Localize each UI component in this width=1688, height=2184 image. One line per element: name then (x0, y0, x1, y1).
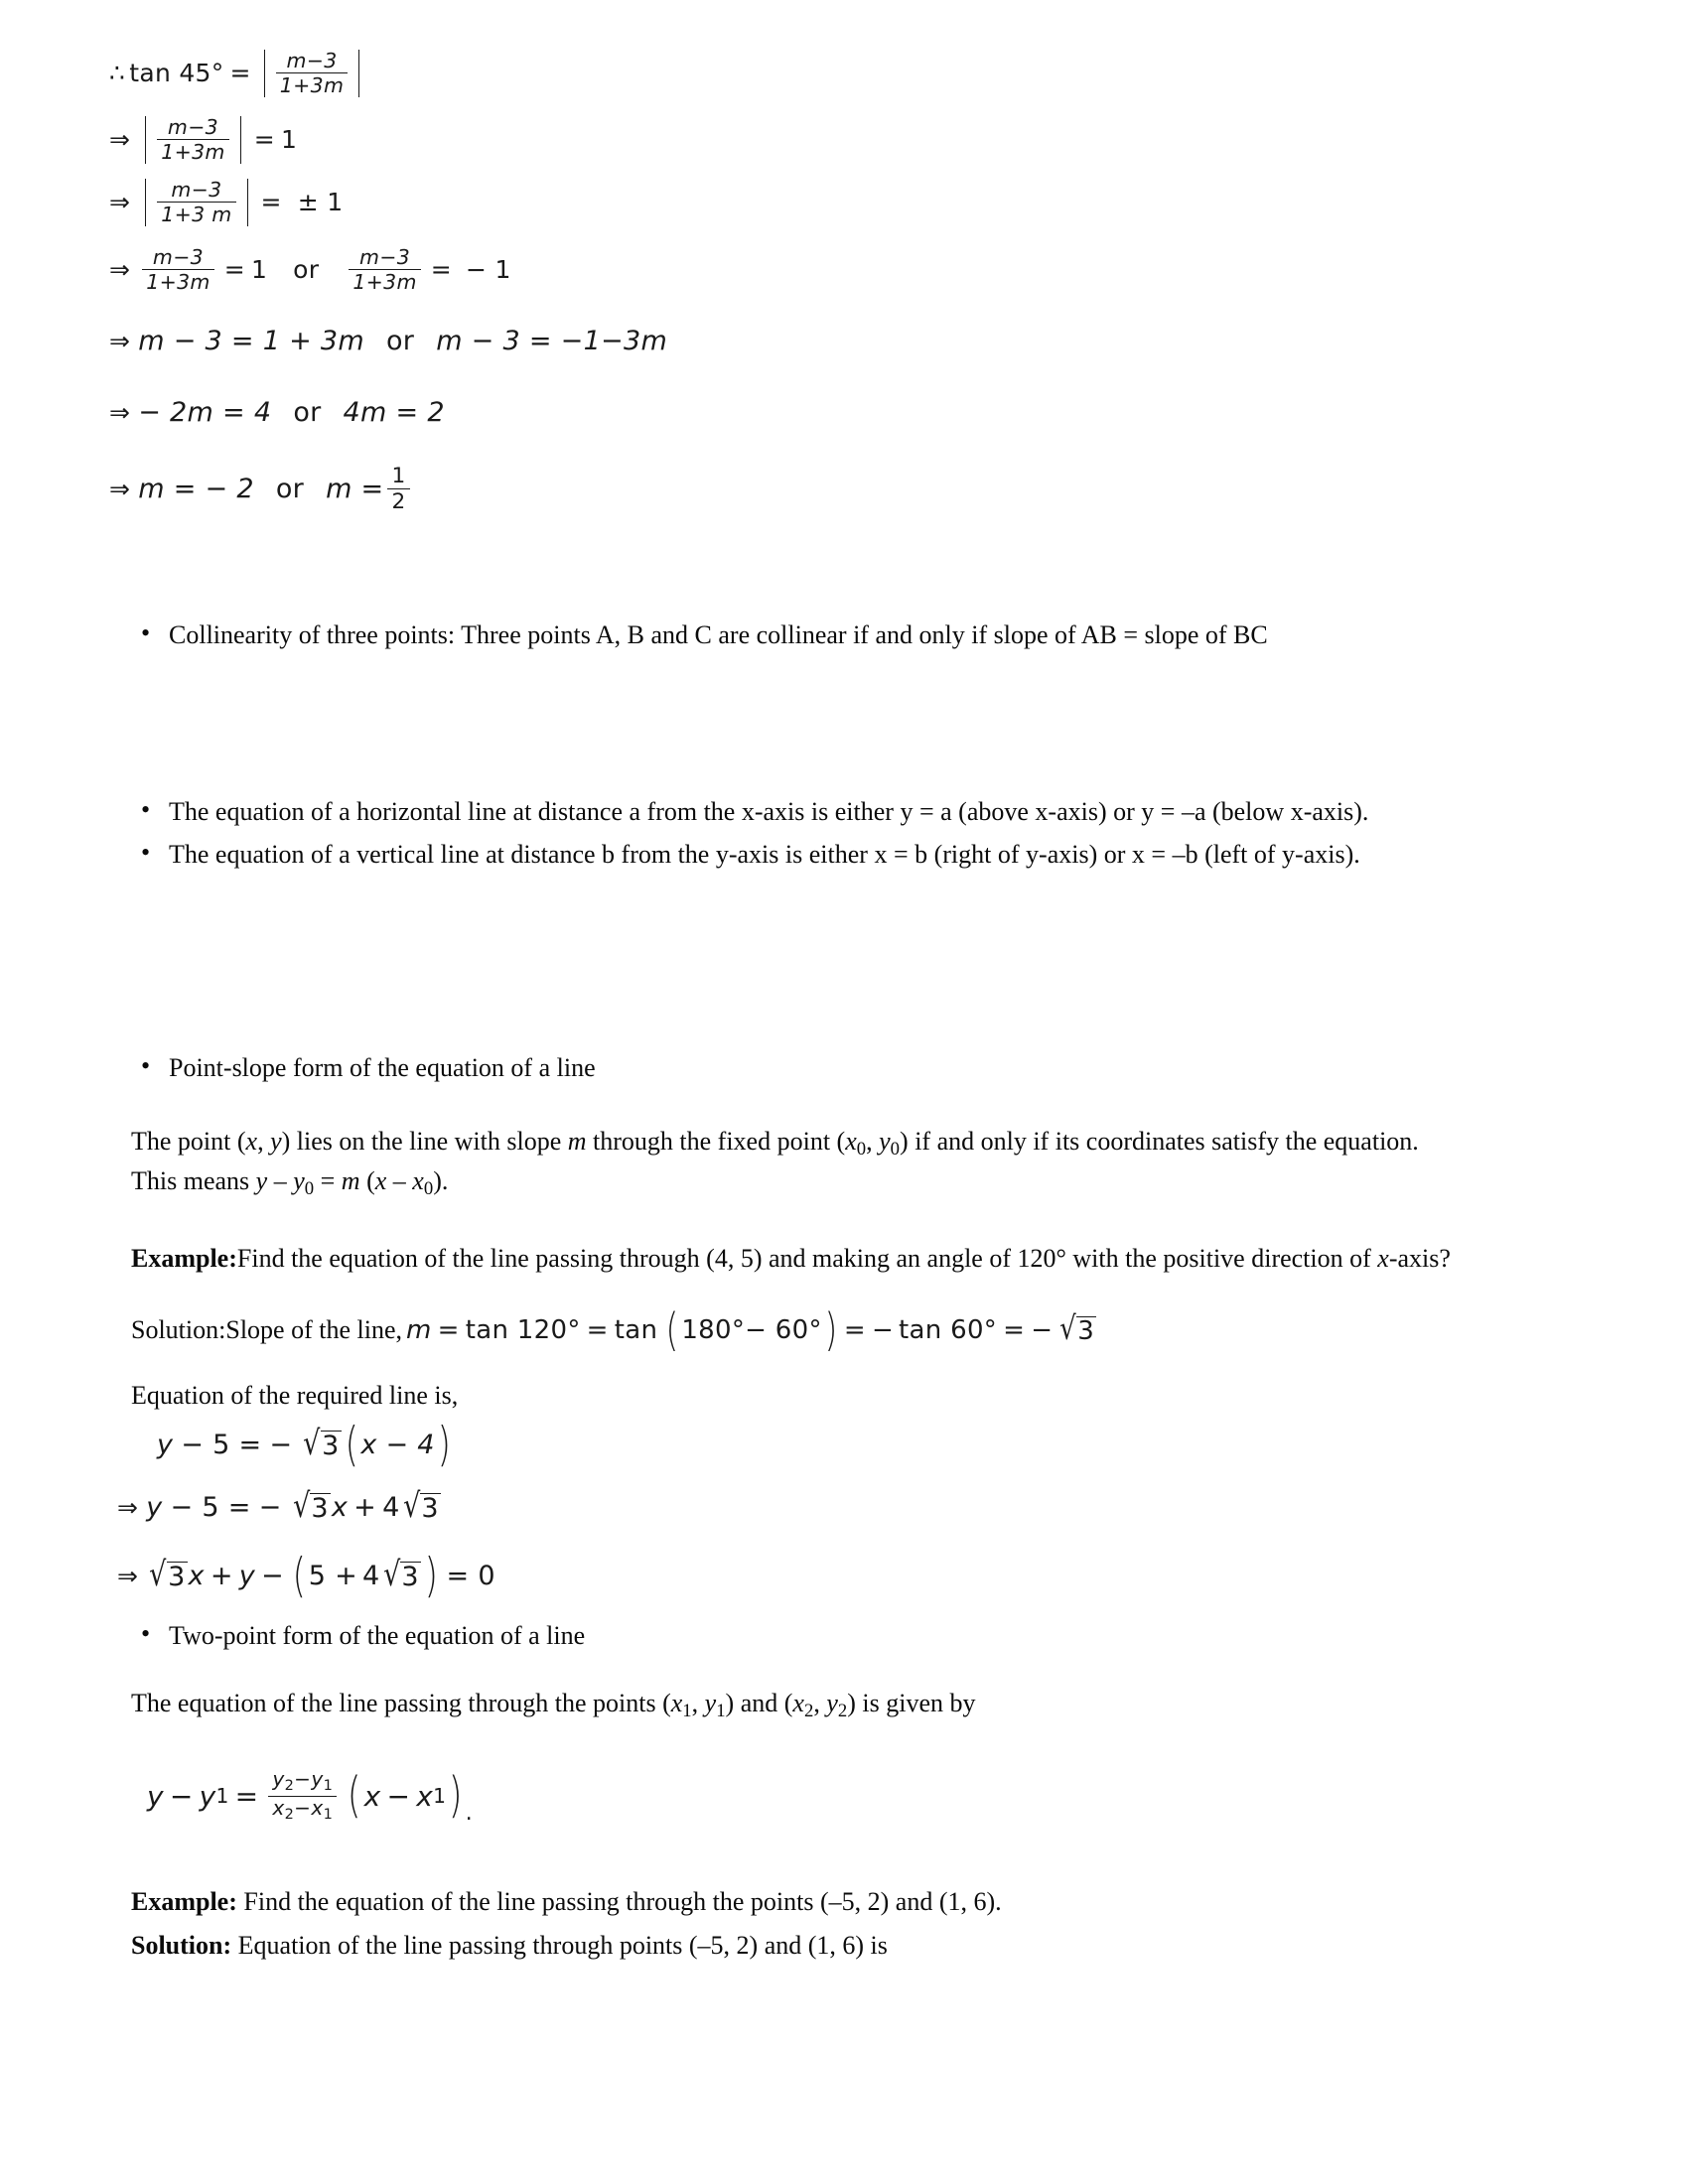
solution-1 (131, 1303, 1097, 1357)
therefore-symbol: ∴ (109, 59, 126, 88)
text-part: ) is given by (847, 1689, 976, 1717)
minus-sign: − (386, 1779, 411, 1813)
solution-2 (131, 1928, 1462, 1965)
var-m: m (406, 1315, 432, 1346)
subscript: 0 (856, 1139, 867, 1160)
minus-sign: − (871, 1315, 895, 1346)
equation-step-4 (109, 246, 511, 293)
solution-text: Slope of the line, (225, 1315, 402, 1344)
equation-lead-in (131, 1378, 458, 1415)
tan-label: tan (614, 1315, 658, 1346)
solution-label: Solution: (131, 1315, 226, 1344)
text-part: (left of (1197, 839, 1283, 869)
fraction-right (349, 246, 420, 293)
inner-expression: x − 4 (360, 1430, 435, 1461)
minus-sign: − (294, 1767, 312, 1791)
equation-step-3 (109, 179, 343, 226)
square-root (291, 1486, 331, 1525)
text-part: ) lies on the line with slope (281, 1127, 568, 1156)
var-b: b (914, 839, 928, 869)
fraction-numerator: m−3 (171, 178, 222, 203)
minus-sign: − (294, 1796, 312, 1821)
equation-step-6 (109, 399, 445, 426)
equals-sign: = (234, 1779, 259, 1813)
collinearity-title: Collinearity of three points: (169, 620, 456, 649)
solution-text: Equation of the line passing through points (–5, 2) and (1, 6) is (231, 1931, 888, 1960)
fraction (157, 179, 235, 226)
text-part: = (1154, 797, 1182, 826)
fraction-numerator: m−3 (359, 245, 411, 269)
subscript: 0 (890, 1139, 901, 1160)
abs-bar-right (247, 179, 248, 226)
fraction-numerator: m−3 (286, 49, 338, 73)
fraction-left (142, 246, 213, 293)
example-2 (131, 1884, 1462, 1921)
radicand: 3 (168, 1562, 186, 1593)
subscript: 1 (323, 1778, 334, 1795)
abs-bar-right (358, 50, 359, 97)
solution-label: Solution: (131, 1931, 232, 1960)
tan120: tan 120° (465, 1315, 581, 1346)
abs-bar-left (145, 179, 146, 226)
paren-close: ) (448, 1767, 463, 1825)
fraction-numerator (268, 1769, 337, 1796)
minus-sign: − (261, 1561, 284, 1592)
var-a: a (629, 797, 641, 826)
text-part: from the (615, 839, 716, 869)
equals-sign: = (1003, 1315, 1026, 1346)
equation-lead-text: Equation of the required line is, (131, 1381, 459, 1410)
text-part: = (887, 839, 915, 869)
example-text: Find the equation of the line passing through (4, 5) and making an angle of 120° with the positive direction of (236, 1244, 1378, 1273)
inner-expression: 180°− 60° (681, 1315, 822, 1346)
fraction (157, 116, 228, 164)
var-a: a (940, 797, 952, 826)
text-part: -axis is either (754, 797, 901, 826)
minus-sign: − (269, 1430, 293, 1461)
left-expression: m = − 2 (138, 474, 254, 505)
minus-sign: − (169, 1779, 194, 1813)
radical-symbol: √ (303, 1424, 321, 1463)
text-part: The equation of a vertical line at distance (169, 839, 603, 869)
inner-four: 4 (362, 1561, 380, 1592)
bullet-two-point-title (129, 1618, 1440, 1655)
fraction-numerator: m−3 (167, 115, 219, 140)
var-x: x (188, 1561, 205, 1592)
var-y1: y (704, 1689, 717, 1717)
square-root (301, 1424, 341, 1463)
var-x: x (374, 1165, 387, 1195)
var-x: x (741, 797, 755, 826)
text-part: The point ( (131, 1127, 246, 1156)
bullet-list-axis-lines (129, 794, 1450, 874)
paren-open: ( (292, 1549, 307, 1603)
subscript: 1 (682, 1701, 692, 1722)
absolute-value-group (138, 116, 247, 164)
var-neg-b: –b (1172, 839, 1198, 869)
var-y: y (157, 1430, 174, 1461)
var-y: y (293, 1165, 305, 1195)
right-expression: 4m = 2 (343, 397, 445, 428)
var-neg-a: –a (1181, 797, 1206, 826)
slope-fraction (268, 1769, 337, 1824)
var-x: x (1035, 797, 1049, 826)
right-rhs: − 1 (466, 255, 511, 285)
example-1 (131, 1241, 1462, 1278)
left-expression: m − 3 = 1 + 3m (138, 326, 364, 356)
equals-sign: = (586, 1315, 609, 1346)
text-part: ) if and only if its coordinates satisfy the equation. This means (131, 1127, 1419, 1195)
text-part: = (314, 1165, 342, 1195)
var-x: x (363, 1779, 381, 1813)
radicand: 3 (1077, 1316, 1095, 1347)
fraction-numerator: m−3 (152, 245, 205, 269)
equals-zero: = 0 (446, 1561, 495, 1592)
var-y: y (1282, 839, 1296, 869)
var-y: y (147, 1779, 164, 1813)
paren-open: ( (665, 1303, 679, 1357)
point-slope-eq-line-1 (157, 1418, 454, 1472)
left-expression: − 2m = 4 (138, 397, 272, 428)
text-part: = (913, 797, 941, 826)
conjunction-or: or (293, 397, 322, 428)
minus-five-equals: − 5 = (170, 1492, 251, 1523)
example-label: Example: (131, 1887, 237, 1916)
equals-sign: = (253, 125, 275, 155)
implies-arrow: ⇒ (109, 475, 131, 504)
var-b: b (602, 839, 616, 869)
text-part: -axis) or (1048, 797, 1142, 826)
var-y: y (900, 797, 914, 826)
fraction-denominator: 1+3m (157, 139, 228, 163)
conjunction-or: or (385, 326, 415, 356)
var-m: m (341, 1165, 360, 1195)
subscript: 1 (433, 1784, 447, 1809)
point-slope-eq-line-3 (117, 1549, 495, 1603)
text-part: (right of (927, 839, 1027, 869)
bullet-list-point-slope (129, 1050, 1440, 1087)
radical-symbol: √ (292, 1486, 311, 1525)
var-y: y (238, 1561, 256, 1592)
text-part: = (1144, 839, 1173, 869)
paren-open: ( (347, 1767, 361, 1825)
var-y: y (270, 1127, 282, 1156)
fraction-numerator: 1 (391, 464, 406, 488)
subscript: 2 (837, 1701, 848, 1722)
var-x1: x (416, 1779, 434, 1813)
right-hand-side: ± 1 (297, 188, 344, 217)
paren-close: ) (424, 1549, 438, 1603)
implies-arrow: ⇒ (117, 1493, 139, 1522)
var-y: y (146, 1492, 163, 1523)
subscript: 1 (323, 1807, 334, 1824)
radicand: 3 (421, 1493, 439, 1524)
radical-symbol: √ (1059, 1309, 1077, 1348)
left-rhs: 1 (250, 255, 268, 285)
var-y: y (255, 1165, 268, 1195)
subscript: 2 (284, 1807, 295, 1824)
text-part: , (257, 1127, 271, 1156)
text-part: -axis) or (1039, 839, 1132, 869)
point-slope-eq-line-2 (117, 1486, 442, 1525)
text-part: (above (951, 797, 1036, 826)
text-part: -axis is either (728, 839, 875, 869)
subscript: 0 (423, 1178, 434, 1200)
inner-five-plus: 5 + (308, 1561, 358, 1592)
var-x: x (1290, 797, 1304, 826)
var-x: x (1131, 839, 1145, 869)
var-x0: x (845, 1127, 857, 1156)
example-text: Find the equation of the line passing through the points (–5, 2) and (1, 6). (236, 1887, 1002, 1916)
fraction-denominator: 1+3 m (157, 202, 235, 225)
text-part: , (691, 1689, 705, 1717)
paren-open: ( (345, 1418, 358, 1472)
text-part: The equation of a horizontal line at distance (169, 797, 630, 826)
var-y1: y (311, 1767, 324, 1791)
two-point-formula (147, 1769, 473, 1824)
var-y2: y (826, 1689, 838, 1717)
var-y1: y (199, 1779, 216, 1813)
text-part: The equation of the line passing through the points ( (131, 1689, 671, 1717)
var-y: y (715, 839, 729, 869)
text-part: , (813, 1689, 827, 1717)
fraction-denominator: 1+3m (276, 72, 348, 96)
subscript: 0 (304, 1178, 315, 1200)
conjunction-or: or (293, 255, 320, 285)
implies-arrow: ⇒ (109, 255, 131, 285)
fraction-one-half (387, 465, 409, 514)
var-x: x (874, 839, 888, 869)
var-y2: y (272, 1767, 285, 1791)
implies-arrow: ⇒ (117, 1562, 139, 1591)
plus-sign: + (353, 1492, 377, 1523)
radicand: 3 (322, 1431, 340, 1462)
square-root (1057, 1309, 1096, 1348)
equation-step-5 (109, 328, 667, 354)
var-x2: x (272, 1796, 285, 1821)
paren-close: ) (824, 1303, 838, 1357)
equals-sign: = (260, 188, 282, 217)
right-expression: m − 3 = −1−3m (436, 326, 668, 356)
var-x1: x (670, 1689, 683, 1717)
abs-bar-right (240, 116, 241, 164)
text-part: ) and ( (725, 1689, 793, 1717)
text-part: , (866, 1127, 880, 1156)
implies-arrow: ⇒ (109, 327, 131, 355)
var-y: y (1141, 797, 1155, 826)
minus-five-equals: − 5 = (181, 1430, 262, 1461)
text-part: – (267, 1165, 294, 1195)
implies-arrow: ⇒ (109, 125, 131, 155)
bullet-horizontal-line (129, 794, 1450, 831)
coefficient-four: 4 (382, 1492, 400, 1523)
var-x2: x (792, 1689, 804, 1717)
var-m: m (567, 1127, 587, 1156)
radical-symbol: √ (402, 1486, 421, 1525)
implies-arrow: ⇒ (109, 398, 131, 427)
fraction-denominator: 1+3m (349, 269, 420, 293)
text-part: – (386, 1165, 413, 1195)
var-x: x (331, 1492, 349, 1523)
point-slope-title: Point-slope form of the equation of a line (169, 1053, 596, 1082)
equals-sign: = (223, 255, 245, 285)
equation-step-7 (109, 465, 414, 514)
text-part: -axis). (1303, 797, 1369, 826)
point-slope-description (131, 1124, 1452, 1203)
absolute-value-group (138, 179, 254, 226)
conjunction-or: or (275, 474, 305, 505)
equation-tan45 (109, 50, 366, 97)
radical-symbol: √ (149, 1555, 167, 1594)
radicand: 3 (311, 1493, 329, 1524)
equals-sign: = (430, 255, 453, 285)
subscript: 2 (803, 1701, 814, 1722)
right-lhs: m = (326, 474, 384, 505)
radical-symbol: √ (382, 1555, 401, 1594)
radicand: 3 (401, 1562, 419, 1593)
square-root (147, 1555, 187, 1594)
equals-sign: = (437, 1315, 460, 1346)
fraction-denominator (268, 1796, 337, 1824)
text-part: -axis). (1295, 839, 1360, 869)
tan60: tan 60° (899, 1315, 998, 1346)
text-part: through the fixed point ( (586, 1127, 846, 1156)
implies-arrow: ⇒ (109, 188, 131, 217)
var-y0: y (879, 1127, 891, 1156)
text-part: ). (433, 1165, 449, 1195)
var-y: y (1026, 839, 1040, 869)
two-point-description (131, 1686, 1462, 1725)
fraction-denominator: 1+3m (142, 269, 213, 293)
example-text-tail: -axis? (1388, 1244, 1451, 1273)
minus-sign: − (258, 1492, 282, 1523)
subscript: 1 (215, 1784, 229, 1809)
fraction-denominator: 2 (387, 488, 409, 513)
equals-sign: = (843, 1315, 866, 1346)
square-root (381, 1555, 421, 1594)
square-root (401, 1486, 441, 1525)
minus-sign: − (1031, 1315, 1054, 1346)
period: . (465, 1799, 474, 1826)
abs-bar-left (264, 50, 265, 97)
tan45-label: tan 45° (129, 59, 224, 88)
collinearity-text: Three points A, B and C are collinear if and only if slope of AB = slope of BC (455, 620, 1268, 649)
var-x: x (1377, 1244, 1389, 1273)
subscript: 2 (284, 1778, 295, 1795)
var-x: x (245, 1127, 258, 1156)
absolute-value-group (257, 50, 366, 97)
bullet-list-collinearity (129, 617, 1440, 654)
equation-step-2 (109, 116, 297, 164)
bullet-list-two-point (129, 1618, 1440, 1655)
subscript: 1 (716, 1701, 726, 1722)
var-x: x (412, 1165, 424, 1195)
fraction (276, 50, 348, 97)
bullet-collinearity (129, 617, 1440, 654)
two-point-title: Two-point form of the equation of a line (169, 1621, 586, 1650)
var-x1: x (311, 1796, 324, 1821)
bullet-vertical-line (129, 837, 1450, 874)
text-part: (below (1205, 797, 1291, 826)
text-part: from the (640, 797, 742, 826)
solution-math (406, 1303, 1097, 1357)
abs-bar-left (145, 116, 146, 164)
paren-close: ) (437, 1418, 451, 1472)
right-hand-side: 1 (280, 125, 298, 155)
bullet-point-slope-title (129, 1050, 1440, 1087)
example-label: Example: (131, 1244, 237, 1273)
text-part: ( (359, 1165, 375, 1195)
equals-sign: = (229, 59, 251, 88)
plus-sign: + (210, 1561, 233, 1592)
